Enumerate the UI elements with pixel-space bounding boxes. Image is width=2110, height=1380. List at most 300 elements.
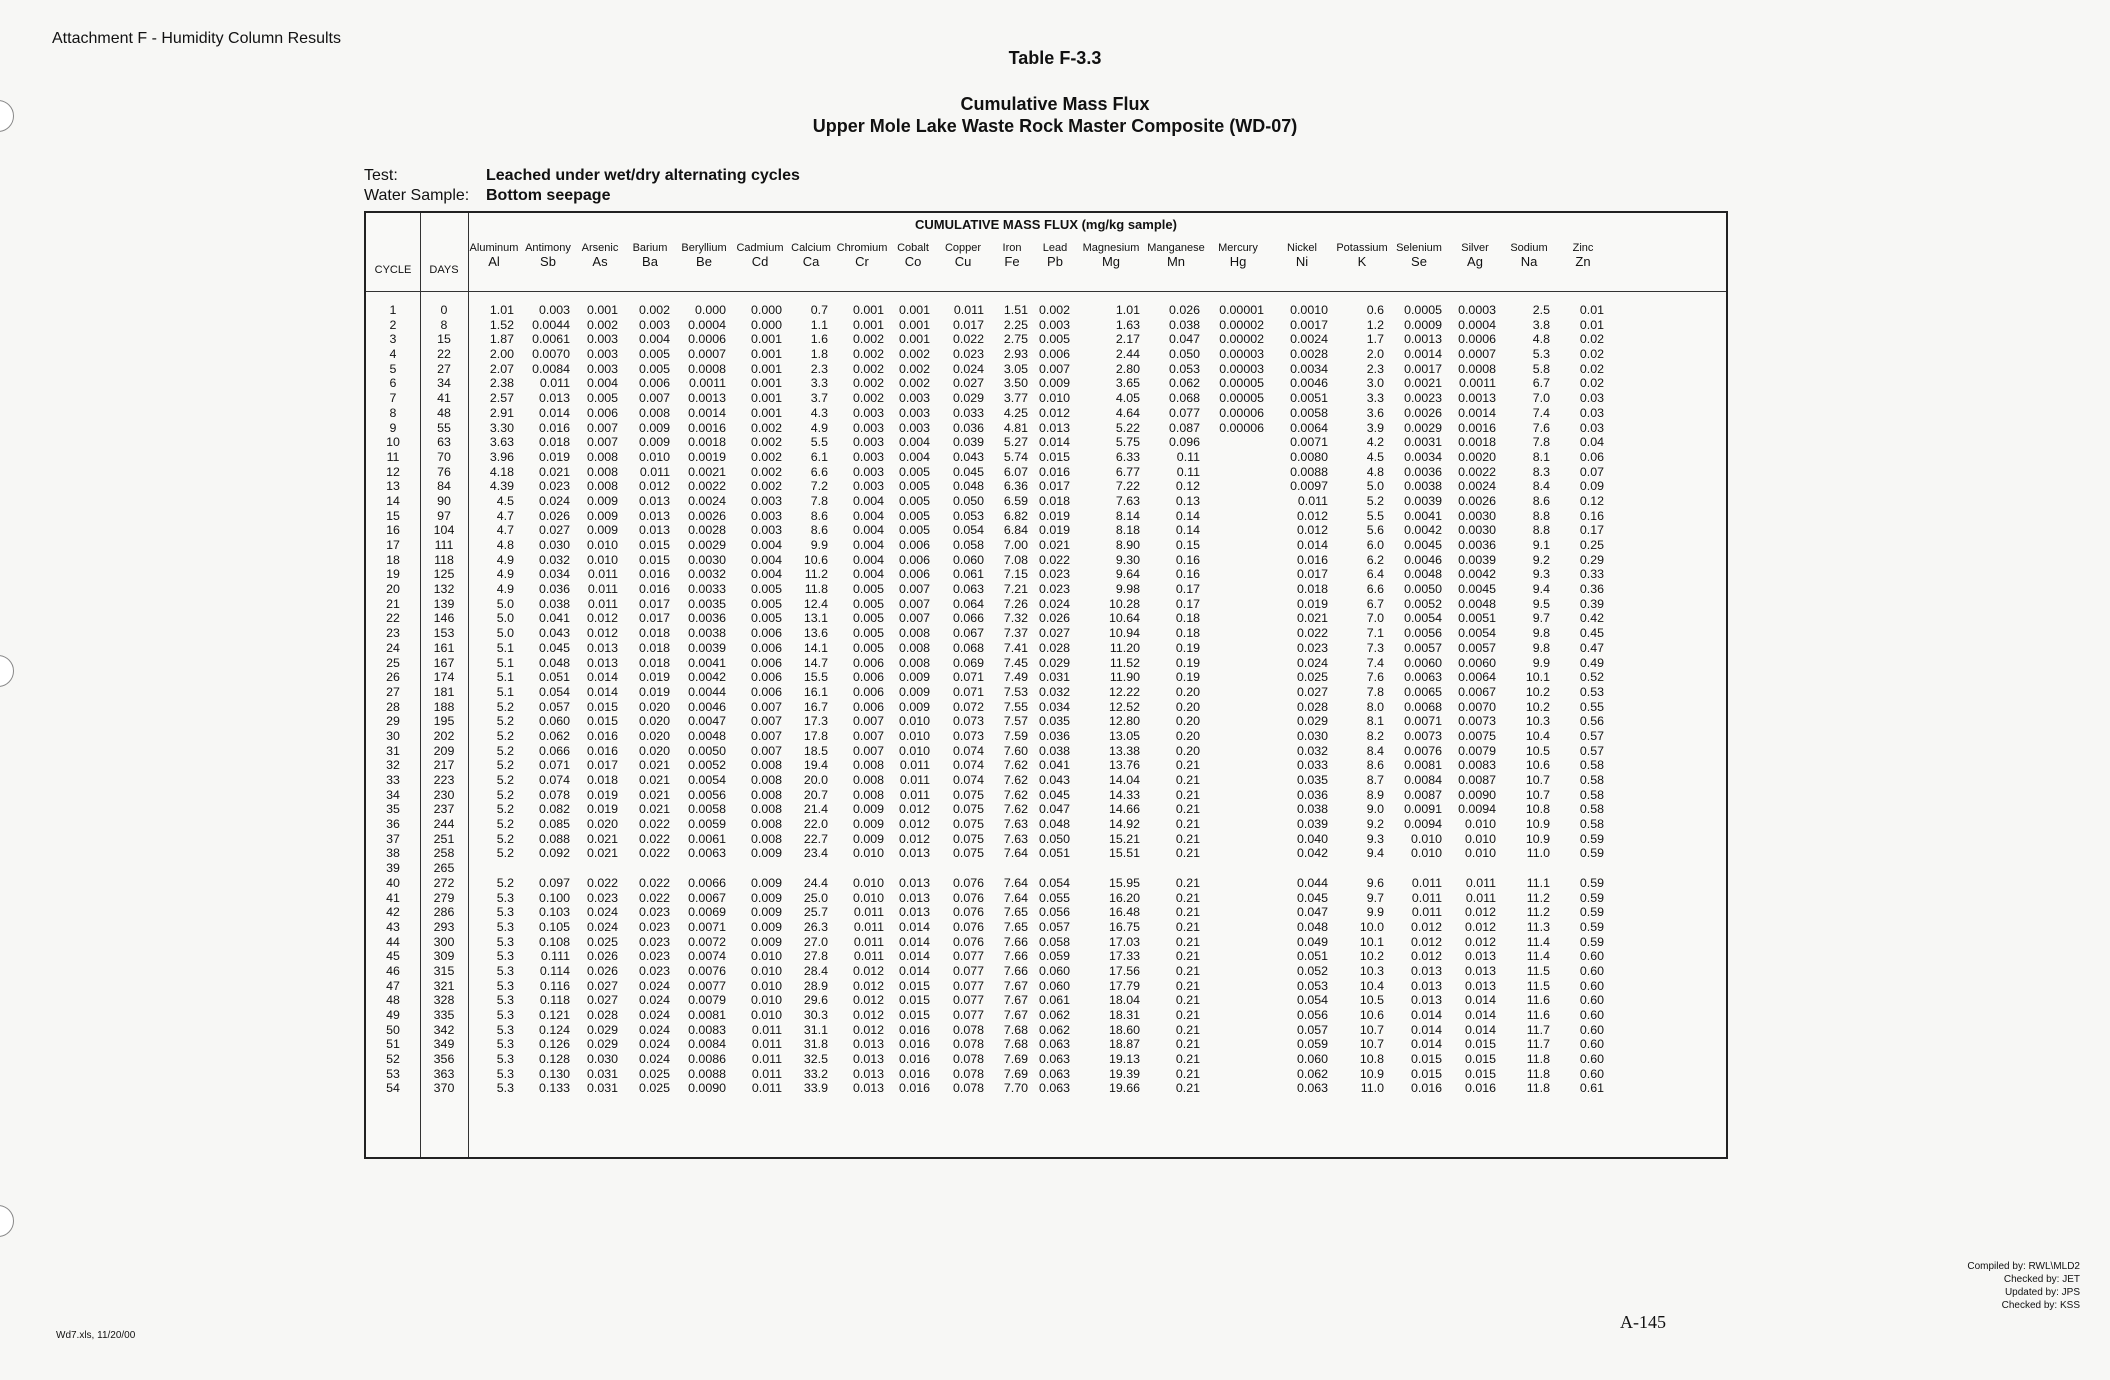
table-cell: 0.013: [898, 846, 930, 861]
table-cell: 0.007: [586, 420, 618, 435]
table-cell: 0.020: [638, 728, 670, 743]
table-cell: 0.0047: [688, 714, 726, 729]
sample-value: Bottom seepage: [486, 187, 611, 204]
table-cell: 11.7: [1526, 1037, 1550, 1052]
table-cell: 0.004: [638, 332, 670, 347]
column-header-name: Potassium: [1336, 242, 1388, 254]
table-cell: 202: [433, 728, 455, 743]
table-cell: 0.045: [538, 640, 570, 655]
column-header: [468, 241, 520, 269]
table-cell: 0.020: [638, 743, 670, 758]
credit-line: Checked by: JET: [2003, 1274, 2080, 1285]
table-cell: 0.006: [898, 552, 930, 567]
table-cell: 0.005: [852, 626, 884, 641]
table-cell: 0.0084: [1404, 773, 1442, 787]
table-cell: 0.004: [852, 508, 884, 523]
table-cell: 17.56: [1108, 963, 1140, 978]
table-cell: 6.0: [1366, 538, 1384, 552]
table-cell: 0.58: [1579, 758, 1604, 773]
table-cell: 0.063: [1296, 1081, 1328, 1096]
table-cell: 0.0094: [1404, 817, 1442, 832]
table-cell: 0.050: [952, 493, 984, 508]
column-cr: [834, 213, 890, 1157]
table-cell: 0.062: [1038, 1008, 1070, 1022]
table-cell: 7.0: [1366, 611, 1384, 626]
table-cell: 0.024: [586, 919, 618, 934]
table-cell: 4.3: [810, 405, 828, 420]
column-header: [936, 241, 990, 269]
table-cell: 10.8: [1525, 802, 1550, 817]
table-cell: 0.009: [1038, 376, 1070, 391]
table-cell: 12.22: [1108, 684, 1140, 699]
table-cell: 0.000: [750, 303, 782, 317]
table-cell: 0.023: [586, 890, 618, 905]
table-cell: 0.096: [1168, 435, 1200, 450]
table-cell: 0.0059: [688, 817, 726, 832]
table-cell: 0.0007: [1458, 347, 1496, 362]
table-cell: 31: [386, 743, 400, 758]
column-cells: [732, 303, 788, 1096]
table-cell: 0.024: [952, 361, 984, 376]
table-cell: 7.67: [1003, 1008, 1028, 1022]
table-cell: 181: [433, 684, 455, 699]
table-cell: 0.059: [1296, 1037, 1328, 1052]
table-cell: 0.008: [898, 655, 930, 670]
table-cell: 0.008: [852, 773, 884, 787]
table-cell: 0.049: [1296, 934, 1328, 949]
table-cell: 2: [389, 317, 397, 332]
table-cell: 0.060: [1296, 1052, 1328, 1067]
table-cell: 5.3: [496, 993, 514, 1008]
table-cell: 0.011: [587, 596, 618, 611]
table-cell: 0.022: [1038, 552, 1070, 567]
table-cell: 2.57: [489, 391, 514, 406]
table-cell: 0.0016: [1458, 420, 1496, 435]
table-cell: 0.021: [638, 773, 670, 787]
table-cell: 0.59: [1579, 919, 1604, 934]
column-header-name: Iron: [1002, 242, 1022, 254]
table-cell: 8.0: [1366, 699, 1384, 714]
table-cell: 0.21: [1175, 758, 1200, 773]
table-cell: 0.064: [952, 596, 984, 611]
table-cell: 0.0033: [688, 582, 726, 597]
table-cell: 0.005: [852, 611, 884, 626]
table-cell: 9.7: [1532, 611, 1550, 626]
table-cell: 0.005: [898, 493, 930, 508]
table-cell: 0.024: [638, 993, 670, 1008]
table-cell: [1206, 1023, 1270, 1038]
table-cell: 195: [433, 714, 455, 729]
table-cell: 0.114: [539, 963, 570, 978]
table-cell: 7.6: [1366, 670, 1384, 685]
table-cell: 10.6: [803, 552, 828, 567]
table-cell: 0.0057: [1404, 640, 1442, 655]
table-cell: 8.90: [1115, 538, 1140, 552]
column-header-name: Barium: [632, 242, 668, 254]
table-cell: [990, 861, 1034, 876]
table-cell: 17.33: [1108, 949, 1140, 964]
table-cell: 0.016: [638, 567, 670, 582]
table-cell: 2.3: [810, 361, 828, 376]
table-cell: 0.026: [538, 508, 570, 523]
table-cell: 0.21: [1175, 831, 1200, 846]
table-cell: 286: [433, 905, 455, 920]
table-cell: 0.003: [586, 332, 618, 347]
table-cell: 3.3: [1366, 391, 1384, 406]
table-cell: 0.0008: [1458, 361, 1496, 376]
table-cell: 9.0: [1366, 802, 1384, 817]
table-cell: 0.007: [852, 743, 884, 758]
table-cell: 0.051: [1038, 846, 1070, 861]
table-cell: 230: [433, 787, 455, 802]
table-cell: 0.0090: [688, 1081, 726, 1096]
column-header-name: Copper: [944, 242, 982, 254]
table-cell: 0.027: [1296, 684, 1328, 699]
table-cell: 1.01: [489, 303, 514, 317]
table-cell: 0.52: [1579, 670, 1604, 685]
table-cell: 0.0080: [1290, 449, 1328, 464]
table-cell: 0.018: [538, 435, 570, 450]
table-cell: 0.023: [638, 963, 670, 978]
table-cell: 5.2: [496, 787, 514, 802]
table-cell: 11.4: [1526, 949, 1550, 964]
table-cell: 0.036: [1296, 787, 1328, 802]
table-cell: 0.0036: [688, 611, 726, 626]
table-cell: 14.66: [1108, 802, 1140, 817]
table-cell: 0.004: [852, 552, 884, 567]
table-cell: 0.0026: [688, 508, 726, 523]
table-cell: 0.016: [898, 1081, 930, 1096]
table-cell: 0.014: [898, 949, 930, 964]
table-cell: 0.0048: [1404, 567, 1442, 582]
table-cell: 0.036: [538, 582, 570, 597]
table-cell: 0.002: [1038, 303, 1070, 317]
table-cell: 0.063: [1038, 1052, 1070, 1067]
column-header: [520, 241, 576, 269]
table-cell: 14.92: [1108, 817, 1140, 832]
table-cell: 0.078: [952, 1066, 984, 1081]
table-cell: 18.31: [1108, 1008, 1140, 1022]
table-cell: 2.3: [1366, 361, 1384, 376]
table-cell: 0.008: [898, 626, 930, 641]
table-cell: 0.21: [1175, 802, 1200, 817]
table-cell: 3.3: [810, 376, 828, 391]
table-cell: 36: [386, 817, 400, 832]
table-cell: 0.60: [1579, 1022, 1604, 1037]
table-cell: 0.015: [586, 699, 618, 714]
table-cell: 0.007: [750, 699, 782, 714]
table-cell: [1206, 538, 1270, 553]
table-cell: 309: [433, 949, 455, 964]
table-cell: 0.130: [538, 1066, 570, 1081]
table-cell: 0.0067: [1458, 684, 1496, 699]
table-cell: 0.077: [952, 949, 984, 964]
table-cell: 10.6: [1525, 758, 1550, 773]
table-cell: 0.015: [1410, 1066, 1442, 1081]
column-header: [1270, 241, 1334, 269]
table-cell: 272: [433, 875, 455, 890]
table-cell: 29: [386, 714, 400, 729]
table-cell: 0.008: [852, 758, 884, 773]
column-header-name: Sodium: [1510, 242, 1548, 254]
table-cell: 8.3: [1532, 464, 1550, 479]
table-cell: 0.004: [586, 376, 618, 391]
table-cell: 0.57: [1579, 728, 1604, 743]
table-cell: 0.074: [952, 758, 984, 773]
table-cell: 0.026: [586, 963, 618, 978]
table-cell: 17.8: [803, 728, 828, 743]
table-cell: 5.2: [496, 831, 514, 846]
table-cell: 0.0054: [688, 773, 726, 787]
table-cell: 0.008: [750, 787, 782, 802]
table-cell: 0.108: [538, 934, 570, 949]
table-cell: 0.0066: [688, 875, 726, 890]
table-cell: 7.66: [1003, 963, 1028, 978]
table-cell: 7.66: [1003, 949, 1028, 964]
table-cell: 0.0014: [688, 405, 726, 420]
table-cell: 7.0: [1532, 391, 1550, 406]
table-cell: 0.012: [1410, 934, 1442, 949]
credit-line: Compiled by: RWL\MLD2: [1967, 1261, 2080, 1272]
table-cell: 0.60: [1579, 978, 1604, 993]
table-cell: 0.60: [1579, 963, 1604, 978]
table-cell: 0.002: [750, 464, 782, 479]
table-cell: 0.042: [1296, 846, 1328, 861]
table-cell: 0.024: [638, 978, 670, 993]
table-cell: 8.9: [1366, 787, 1384, 802]
table-cell: 11.0: [1526, 846, 1550, 861]
table-cell: 0.074: [952, 773, 984, 787]
column-cells: [890, 303, 936, 1096]
table-cell: 5.5: [1366, 508, 1384, 523]
table-cell: 0.0030: [1458, 508, 1496, 523]
table-cell: 356: [433, 1052, 455, 1067]
table-cell: 0.008: [750, 773, 782, 787]
table-cell: 0.09: [1579, 479, 1604, 494]
table-cell: 16.7: [803, 699, 828, 714]
table-cell: 0.0026: [1404, 405, 1442, 420]
table-cell: 0.047: [1296, 905, 1328, 920]
table-cell: 13: [386, 479, 400, 494]
table-cell: [1556, 861, 1610, 876]
table-cell: 0.0058: [1290, 405, 1328, 420]
column-ag: [1448, 213, 1502, 1157]
table-cell: 0.0010: [1290, 303, 1328, 317]
table-cell: 0.031: [586, 1081, 618, 1096]
column-cells: [1556, 303, 1610, 1096]
table-cell: [1206, 1008, 1270, 1023]
table-cell: 0.017: [1038, 479, 1070, 494]
table-cell: 0.45: [1579, 626, 1604, 641]
table-cell: 0.024: [1296, 655, 1328, 670]
table-cell: 0.007: [898, 611, 930, 626]
table-cell: [1206, 729, 1270, 744]
table-cell: 0.015: [1464, 1037, 1496, 1052]
table-cell: 0.006: [852, 684, 884, 699]
table-cell: 0.028: [1038, 640, 1070, 655]
table-cell: 7.55: [1003, 699, 1028, 714]
column-cycle: [366, 213, 421, 1157]
table-cell: 0.59: [1579, 905, 1604, 920]
table-cell: 0.0086: [688, 1052, 726, 1067]
table-cell: 0.00002: [1219, 317, 1264, 332]
table-cell: 14.7: [803, 655, 828, 670]
table-cell: 0.0017: [1290, 317, 1328, 332]
table-cell: 0.39: [1579, 596, 1604, 611]
table-cell: 0.006: [898, 567, 930, 582]
table-cell: 0.60: [1579, 1066, 1604, 1081]
table-cell: 0.010: [1464, 846, 1496, 861]
table-cell: 0.009: [586, 523, 618, 538]
table-cell: 0.005: [638, 347, 670, 362]
table-cell: 217: [433, 758, 455, 773]
table-cell: 7.60: [1003, 743, 1028, 758]
table-cell: 0.038: [1038, 743, 1070, 758]
column-header-name: Cadmium: [736, 242, 784, 254]
column-header: [788, 241, 834, 269]
column-header: [624, 241, 676, 269]
table-cell: 0.013: [898, 905, 930, 920]
table-cell: 0.0039: [1404, 493, 1442, 508]
table-cell: 0.061: [1038, 993, 1070, 1008]
table-cell: 10.9: [1525, 817, 1550, 832]
table-cell: 0.0020: [1458, 449, 1496, 464]
table-cell: 15.21: [1108, 831, 1140, 846]
table-cell: 0: [440, 303, 448, 317]
table-cell: 7.69: [1003, 1066, 1028, 1081]
table-cell: 0.0063: [688, 846, 726, 861]
table-cell: 0.0042: [688, 670, 726, 685]
table-cell: 7.6: [1532, 420, 1550, 435]
table-cell: 0.002: [750, 435, 782, 450]
table-cell: 5.2: [496, 758, 514, 773]
table-cell: 0.0013: [1458, 391, 1496, 406]
table-cell: 13.1: [803, 611, 828, 626]
table-cell: 0.026: [586, 949, 618, 964]
table-cell: 27: [437, 361, 451, 376]
table-cell: 35: [386, 802, 400, 817]
table-cell: 0.063: [1038, 1066, 1070, 1081]
table-cell: 4.18: [489, 464, 514, 479]
table-cell: 5.75: [1115, 435, 1140, 450]
table-cell: 0.039: [1296, 817, 1328, 832]
table-cell: 0.009: [750, 875, 782, 890]
table-cell: 153: [433, 626, 455, 641]
table-cell: 0.069: [952, 655, 984, 670]
table-cell: 0.0028: [688, 523, 726, 538]
table-cell: 0.009: [586, 508, 618, 523]
table-cell: 27: [386, 684, 400, 699]
table-cell: 0.009: [750, 846, 782, 861]
table-cell: 0.078: [952, 1052, 984, 1067]
table-cell: 0.005: [750, 596, 782, 611]
table-cell: 14: [386, 493, 400, 508]
table-cell: 0.016: [1410, 1081, 1442, 1096]
table-cell: 6.4: [1366, 567, 1384, 582]
table-cell: 5.8: [1532, 361, 1550, 376]
table-cell: 0.057: [1296, 1022, 1328, 1037]
table-cell: 161: [433, 640, 455, 655]
table-cell: 3: [389, 332, 397, 347]
table-cell: [1206, 465, 1270, 480]
table-cell: 0.0046: [688, 699, 726, 714]
table-cell: 11.4: [1526, 934, 1550, 949]
table-cell: 7.41: [1003, 640, 1028, 655]
table-cell: [468, 861, 520, 876]
table-cell: 0.006: [586, 405, 618, 420]
table-cell: 0.0011: [1459, 376, 1496, 391]
table-cell: 34: [386, 787, 400, 802]
table-cell: 10.3: [1525, 714, 1550, 729]
table-cell: 0.013: [638, 493, 670, 508]
column-sb: [520, 213, 576, 1157]
table-cell: 0.0094: [1458, 802, 1496, 817]
table-cell: 0.21: [1175, 890, 1200, 905]
table-cell: 0.0006: [1458, 332, 1496, 347]
table-cell: 0.009: [638, 435, 670, 450]
table-cell: 0.017: [952, 317, 984, 332]
table-number: Table F-3.3: [1008, 48, 1102, 68]
table-cell: 0.015: [898, 1008, 930, 1022]
table-cell: [1206, 450, 1270, 465]
table-cell: 0.012: [586, 626, 618, 641]
table-cell: 7.67: [1003, 993, 1028, 1008]
table-cell: 0.016: [1296, 552, 1328, 567]
table-cell: 146: [433, 611, 455, 626]
table-cell: 0.018: [1038, 493, 1070, 508]
table-cell: [1206, 714, 1270, 729]
column-header-symbol: As: [592, 254, 608, 269]
table-cell: 0.051: [538, 670, 570, 685]
punch-hole: [0, 1205, 14, 1237]
table-cell: 0.032: [538, 552, 570, 567]
page-subtitle: Upper Mole Lake Waste Rock Master Composite (WD-07): [812, 116, 1298, 136]
column-ba: [624, 213, 676, 1157]
table-cell: 0.103: [538, 905, 570, 920]
table-cell: 5.2: [496, 817, 514, 832]
table-cell: 0.58: [1579, 817, 1604, 832]
table-cell: 0.054: [952, 523, 984, 538]
table-cell: 0.011: [1465, 875, 1496, 890]
table-cell: 0.022: [638, 831, 670, 846]
column-header-name: Beryllium: [681, 242, 727, 254]
table-cell: 0.014: [1410, 1008, 1442, 1022]
table-cell: 6.59: [1003, 493, 1028, 508]
table-cell: 1.63: [1115, 317, 1140, 332]
table-cell: 0.04: [1579, 435, 1604, 450]
table-cell: 12.80: [1108, 714, 1140, 729]
table-cell: [890, 861, 936, 876]
table-cell: 0.020: [638, 699, 670, 714]
table-cell: 20.0: [803, 773, 828, 787]
table-cell: 0.0061: [688, 831, 726, 846]
column-header-name: Silver: [1461, 242, 1489, 254]
table-cell: 258: [433, 846, 455, 861]
table-cell: 11.1: [1526, 875, 1550, 890]
table-cell: 6.2: [1366, 552, 1384, 567]
table-cell: 0.071: [952, 670, 984, 685]
table-cell: 0.59: [1579, 890, 1604, 905]
table-cell: 11.7: [1526, 1022, 1550, 1037]
column-header-name: Antimony: [525, 242, 571, 254]
table-cell: 5.2: [496, 802, 514, 817]
table-cell: 9.3: [1366, 831, 1384, 846]
table-cell: 0.010: [750, 949, 782, 964]
table-cell: [1206, 861, 1270, 876]
table-cell: 0.008: [750, 817, 782, 832]
table-cell: 0.18: [1175, 611, 1200, 626]
table-cell: 0.034: [538, 567, 570, 582]
